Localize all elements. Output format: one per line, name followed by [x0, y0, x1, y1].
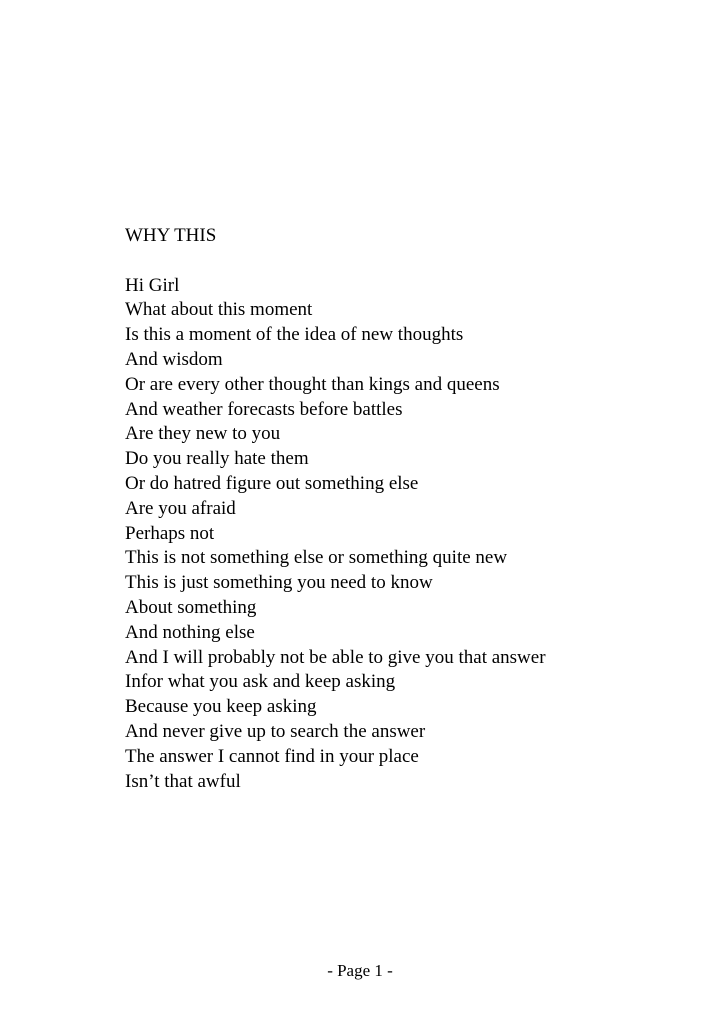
poem-line: Infor what you ask and keep asking	[125, 671, 396, 693]
poem-line: Are they new to you	[125, 423, 281, 445]
poem-line: The answer I cannot find in your place	[125, 745, 419, 767]
poem-line: Because you keep asking	[125, 696, 317, 718]
stanza-gap	[125, 249, 685, 274]
poem-line: Hi Girl	[125, 274, 180, 296]
poem-line: Or do hatred figure out something else	[125, 472, 419, 494]
poem-line: Are you afraid	[125, 497, 236, 519]
poem-line: And I will probably not be able to give you that answer	[125, 646, 546, 668]
poem-title: WHY THIS	[125, 225, 217, 246]
poem-line: Is this a moment of the idea of new thoughts	[125, 324, 464, 346]
poem-lines	[125, 274, 685, 795]
poem-block	[125, 224, 685, 794]
poem-line: And weather forecasts before battles	[125, 398, 403, 420]
poem-line: This is just something you need to know	[125, 572, 433, 594]
poem-line: Do you really hate them	[125, 448, 309, 470]
poem-line: What about this moment	[125, 299, 313, 321]
poem-line: And wisdom	[125, 348, 223, 370]
poem-line: Isn’t that awful	[125, 770, 241, 792]
poem-line: And nothing else	[125, 621, 255, 643]
poem-line: Perhaps not	[125, 522, 215, 544]
poem-line: This is not something else or something quite new	[125, 547, 508, 569]
poem-line: Or are every other thought than kings and queens	[125, 373, 500, 395]
poem-line: About something	[125, 596, 257, 618]
page-number: - Page 1 -	[327, 961, 393, 980]
poem-line: And never give up to search the answer	[125, 720, 426, 742]
